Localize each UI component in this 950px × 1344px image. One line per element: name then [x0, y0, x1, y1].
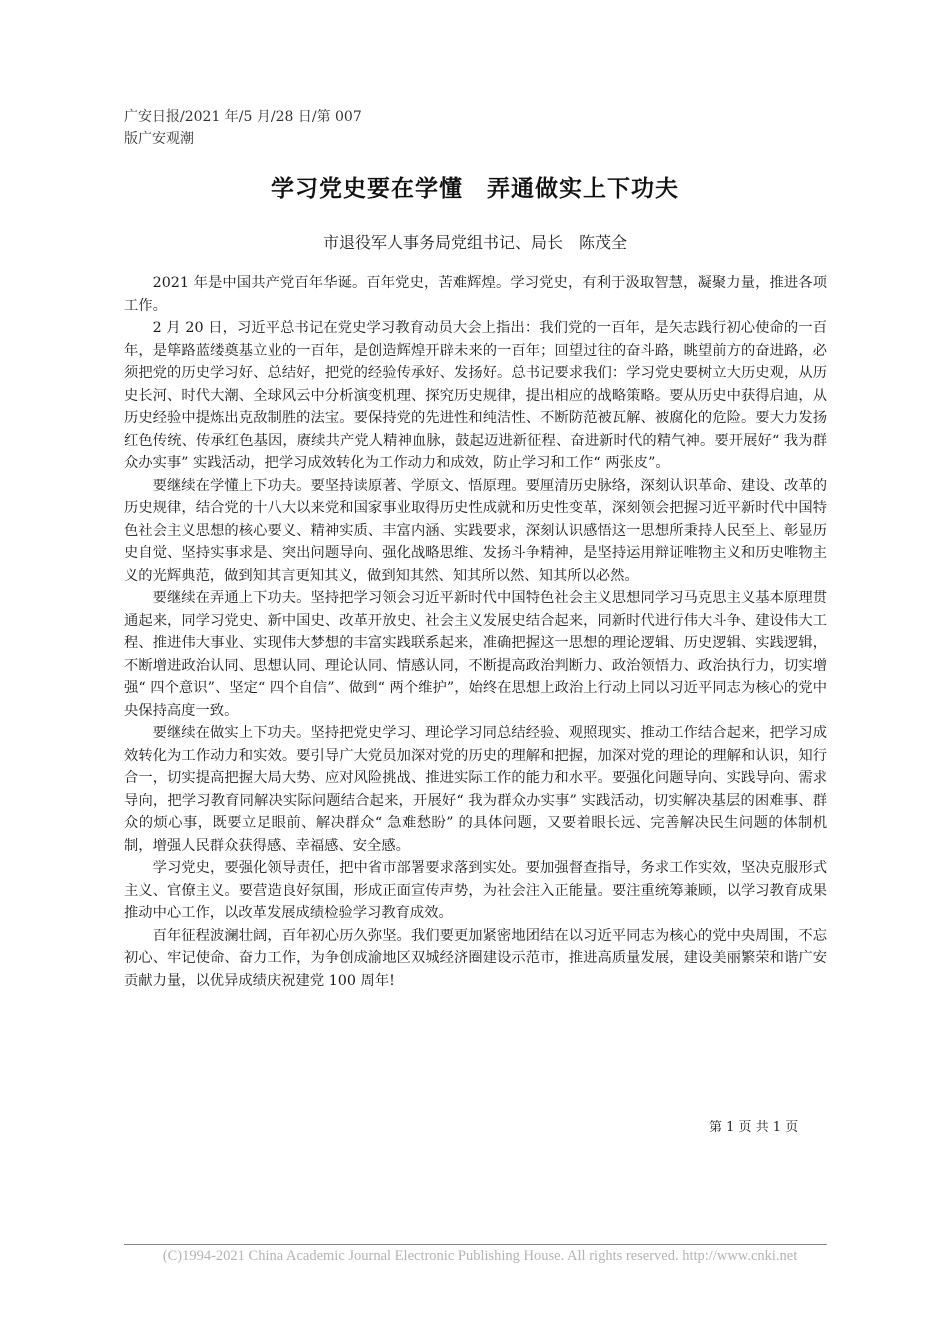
- article-title: 学习党史要在学懂 弄通做实上下功夫: [271, 176, 679, 202]
- paragraph: 要继续在做实上下功夫。坚持把党史学习、理论学习同总结经验、观照现实、推动工作结合起来，把学习成效转化为工作动力和实效。要引导广大党员加深对党的历史的理解和把握，加深对党的理论的理解和认识，知行合一，切实提高把握大局大势、应对风险挑战、推进实际工作的能力和水平。要强化问题导向、实践导向、需求导向，把学习教育同解决实际问题结合起来，开展好“ 我为群众办实事” 实践活动，切实解决基层的困难事、群众的烦心事，既要立足眼前、解决群众“ 急难愁盼” 的具体问题，又要着眼长远、完善解决民生问题的体制机制，增强人民群众获得感、幸福感、安全感。: [124, 725, 827, 854]
- paragraph: 学习党史，要强化领导责任，把中省市部署要求落到实处。要加强督查指导，务求工作实效，坚决克服形式主义、官僚主义。要营造良好氛围，形成正面宣传声势，为社会注入正能量。要注重统筹兼顾，以学习教育成果推动中心工作，以改革发展成绩检验学习教育成效。: [124, 860, 827, 921]
- paragraph: 2 月 20 日，习近平总书记在党史学习教育动员大会上指出：我们党的一百年，是矢志践行初心使命的一百年，是筚路蓝缕奠基立业的一百年，是创造辉煌开辟未来的一百年；回望过往的奋斗路，眺望前方的奋进路，必须把党的历史学习好、总结好，把党的经验传承好、发扬好。总书记要求我们：学习党史要树立大历史观，从历史长河、时代大潮、全球风云中分析演变机理、探究历史规律，提出相应的战略策略。要从历史中获得启迪，从历史经验中提炼出克敌制胜的法宝。要保持党的先进性和纯洁性、不断防范被瓦解、被腐化的危险。要大力发扬红色传统、传承红色基因，赓续共产党人精神血脉，鼓起迈进新征程、奋进新时代的精气神。要开展好“ 我为群众办实事” 实践活动，把学习成效转化为工作动力和成效，防止学习和工作“ 两张皮”。: [124, 320, 827, 471]
- paragraph: 2021 年是中国共产党百年华诞。百年党史，苦难辉煌。学习党史，有利于汲取智慧，凝聚力量，推进各项工作。: [124, 275, 827, 314]
- paragraph: 要继续在弄通上下功夫。坚持把学习领会习近平新时代中国特色社会主义思想同学习马克思主义基本原理贯通起来，同学习党史、新中国史、改革开放史、社会主义发展史结合起来，同新时代进行伟大斗争、建设伟大工程、推进伟大事业、实现伟大梦想的丰富实践联系起来，准确把握这一思想的理论逻辑、历史逻辑、实践逻辑，不断增进政治认同、思想认同、理论认同、情感认同，不断提高政治判断力、政治领悟力、政治执行力，切实增强“ 四个意识”、坚定“ 四个自信”、做到“ 两个维护”，始终在思想上政治上行动上同以习近平同志为核心的党中央保持高度一致。: [124, 590, 827, 719]
- paragraph: 要继续在学懂上下功夫。要坚持读原著、学原文、悟原理。要厘清历史脉络，深刻认识革命、建设、改革的历史规律，结合党的十八大以来党和国家事业取得历史性成就和历史性变革，深刻领会把握习近平新时代中国特色社会主义思想的核心要义、精神实质、丰富内涵、实践要求，深刻认识感悟这一思想所秉持人民至上、彰显历史自觉、坚持实事求是、突出问题导向、强化战略思维、发扬斗争精神，是坚持运用辩证唯物主义和历史唯物主义的光辉典范，做到知其言更知其义，做到知其然、知其所以然、知其所以必然。: [124, 477, 827, 584]
- copyright-footer: (C)1994-2021 China Academic Journal Electronic Publishing House. All rights reserved. http://www.cnki.net: [162, 1248, 798, 1264]
- author-position: 市退役军人事务局党组书记、局长: [322, 233, 563, 252]
- footer-divider: [124, 1244, 827, 1245]
- article-body: [124, 272, 827, 992]
- author-name: 陈茂全: [579, 233, 628, 252]
- page-number: 第 1 页 共 1 页: [709, 1120, 799, 1135]
- author-line: [0, 230, 950, 253]
- source-line-1: 广安日报/2021 年/5 月/28 日/第 007: [124, 109, 362, 125]
- paragraph: 百年征程波澜壮阔，百年初心历久弥坚。我们要更加紧密地团结在以习近平同志为核心的党中央周围，不忘初心、牢记使命、奋力工作，为争创成渝地区双城经济圈建设示范市，推进高质量发展，建设美丽繁荣和谐广安贡献力量，以优异成绩庆祝建党 100 周年!: [124, 927, 827, 989]
- source-line-2: 版广安观潮: [124, 131, 194, 147]
- source-info: [124, 106, 424, 150]
